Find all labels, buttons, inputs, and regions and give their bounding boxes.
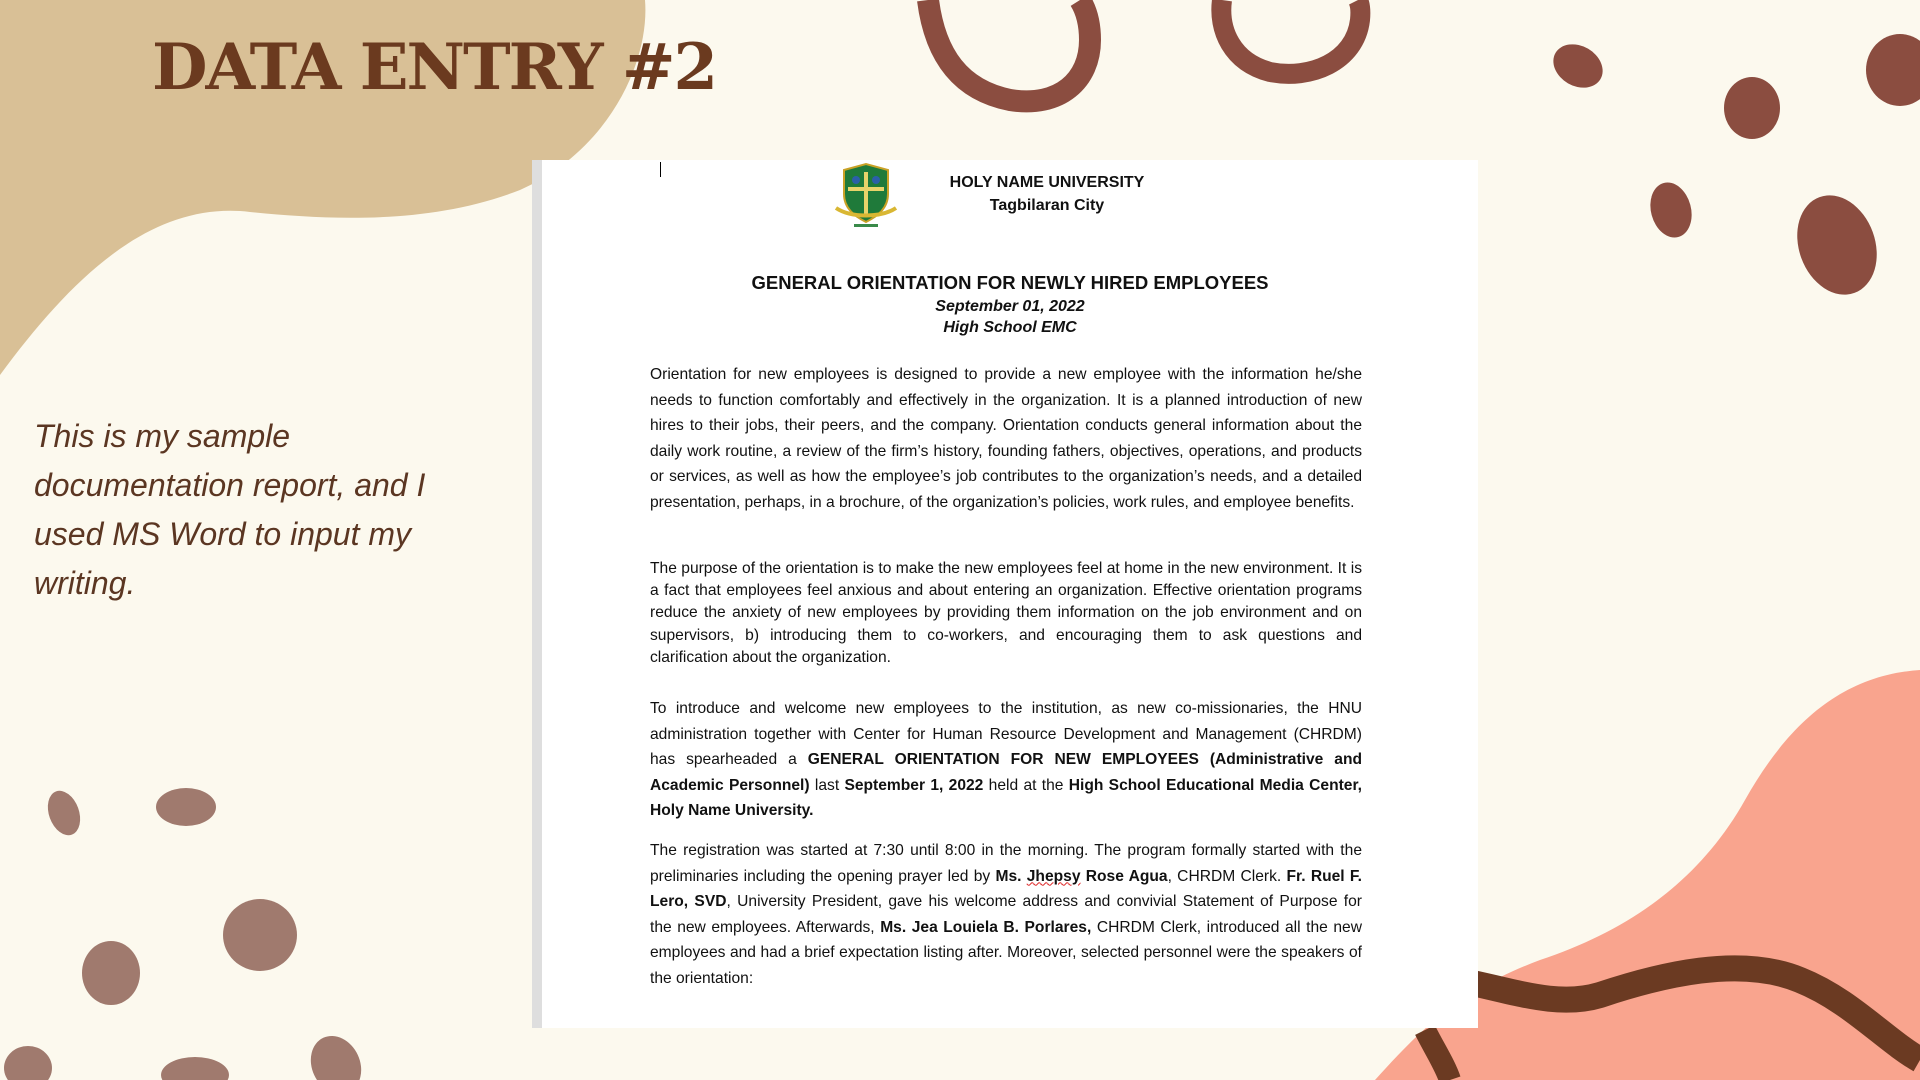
text-run: , CHRDM Clerk. xyxy=(1167,867,1287,885)
muted-dot xyxy=(82,941,140,1005)
brown-dot xyxy=(1545,36,1610,97)
bold-person-name xyxy=(995,868,1167,885)
bold-person-name: Fr. Ruel F. Lero, SVD xyxy=(650,867,1363,910)
document-title: GENERAL ORIENTATION FOR NEWLY HIRED EMPLOYEES xyxy=(751,272,1269,293)
slide-caption: This is my sample documentation report, and I used MS Word to input my writing. xyxy=(34,418,426,601)
document-venue: High School EMC xyxy=(943,319,1077,336)
muted-dot xyxy=(156,788,216,826)
word-document-page[interactable] xyxy=(532,160,1478,1028)
document-date: September 01, 2022 xyxy=(935,298,1085,315)
text-run: held at the xyxy=(983,776,1069,794)
muted-dot xyxy=(223,899,297,971)
university-crest-icon xyxy=(826,160,906,230)
brown-dot xyxy=(1784,184,1890,306)
brown-dot xyxy=(1644,178,1697,242)
university-name: HOLY NAME UNIVERSITY xyxy=(949,174,1145,191)
brown-ring-left xyxy=(928,0,1090,101)
university-city: Tagbilaran City xyxy=(989,197,1105,214)
brown-ring-right xyxy=(1221,0,1360,74)
paragraph-program-proceedings xyxy=(650,838,1362,991)
text-run: Ms. xyxy=(995,867,1027,885)
bold-person-name: Ms. Jea Louiela B. Porlares, xyxy=(880,918,1092,936)
bold-event-venue: High School Educational Media Center, Holy Name University. xyxy=(650,776,1362,819)
bold-event-name: GENERAL ORIENTATION FOR NEW EMPLOYEES (Administrative and Academic Personnel) xyxy=(650,751,1362,794)
muted-dot xyxy=(42,786,86,839)
paragraph-orientation-intro: Orientation for new employees is designed to provide a new employee with the information he/she needs to function comfortably and effectively in the organization. It is a planned introduction of new hires to their jobs, their peers, and the company. Orientation conducts general information about the daily work routine, a review of the firm’s history, founding fathers, objectives, operations, and products or services, as well as how the employee’s job contributes to the organization’s needs, and a detailed presentation, perhaps, in a brochure, of the organization’s policies, work rules, and employee benefits. xyxy=(650,366,1362,511)
text-run: , University President, gave his welcome address and convivial Statement of Purpose for the new employees. Afterwards, xyxy=(650,893,1362,936)
text-run: The registration was started at 7:30 until 8:00 in the morning. The program formally started with the preliminaries including the opening prayer led by xyxy=(650,842,1362,885)
text-run: CHRDM Clerk, introduced all the new employees and had a brief expectation listing after. Moreover, selected personnel were the speakers of the orientation: xyxy=(650,918,1362,987)
text-cursor xyxy=(660,162,661,177)
text-run: To introduce and welcome new employees to the institution, as new co-missionaries, the HNU administration together with Center for Human Resource Development and Management (CHRDM) has spearheaded a xyxy=(650,700,1362,768)
brown-dot xyxy=(1724,77,1780,139)
muted-dot xyxy=(4,1046,52,1080)
text-run: last xyxy=(809,776,845,794)
bold-event-date: September 1, 2022 xyxy=(844,776,984,794)
muted-dot xyxy=(302,1028,371,1080)
slide-title: DATA ENTRY #2 xyxy=(152,30,716,105)
text-run: Rose Agua xyxy=(1080,867,1168,885)
brown-dot xyxy=(1866,34,1920,106)
paragraph-event-details xyxy=(650,696,1362,824)
paragraph-orientation-purpose: The purpose of the orientation is to make the new employees feel at home in the new environment. It is a fact that employees feel anxious and about entering an organization. Effective orientation programs reduce the anxiety of new employees by providing them information on the job environment and on supervisors, b) introducing them to co-workers, and encouraging them to ask questions and clarification about the organization. xyxy=(650,560,1362,666)
muted-dot xyxy=(161,1057,229,1080)
spellcheck-flagged-word[interactable]: Jhepsy xyxy=(1026,867,1081,885)
